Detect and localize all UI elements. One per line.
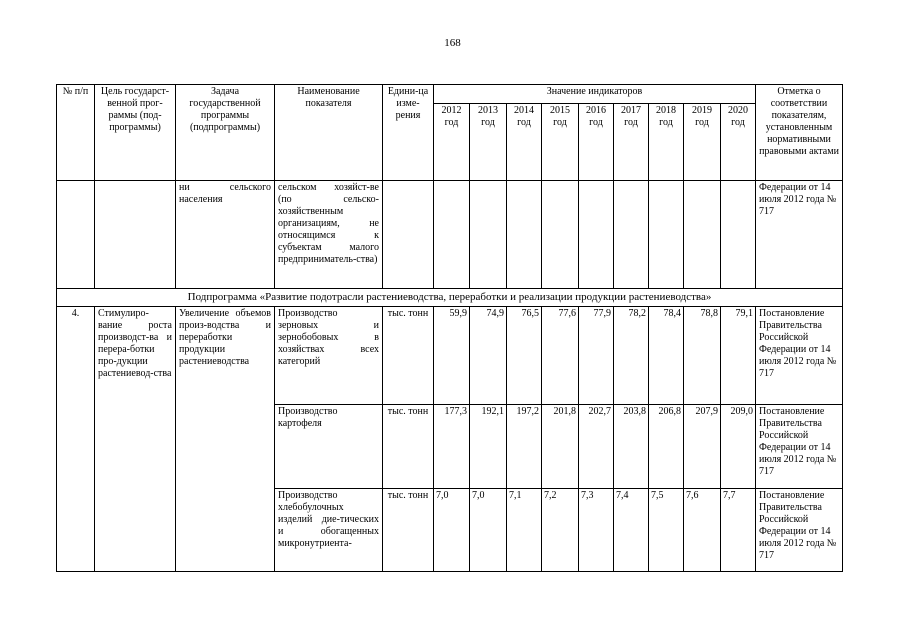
header-year: 2017 год [614, 104, 649, 181]
indicator-unit: тыс. тонн [383, 489, 434, 572]
value-cell: 7,1 [507, 489, 542, 572]
value-cell: 206,8 [649, 405, 684, 489]
header-year: 2019 год [684, 104, 721, 181]
continued-indicator-name: сельском хозяйст-ве (по сельско-хозяйственным организациям, не относящимся к субъектам малого предприниматель-ства) [275, 181, 383, 289]
value-cell: 7,0 [470, 489, 507, 572]
header-year: 2015 год [542, 104, 579, 181]
indicator-unit: тыс. тонн [383, 307, 434, 405]
continued-task: ни сельского населения [176, 181, 275, 289]
value-cell: 177,3 [434, 405, 470, 489]
value-cell: 7,3 [579, 489, 614, 572]
value-cell: 201,8 [542, 405, 579, 489]
page-number: 168 [444, 37, 461, 49]
group-no: 4. [57, 307, 95, 572]
value-cell: 203,8 [614, 405, 649, 489]
continued-note: Федерации от 14 июля 2012 года № 717 [756, 181, 843, 289]
indicator-unit: тыс. тонн [383, 405, 434, 489]
value-cell: 77,9 [579, 307, 614, 405]
header-no: № п/п [57, 85, 95, 181]
header-task: Задача государственной программы (подпрограммы) [176, 85, 275, 181]
value-cell: 7,2 [542, 489, 579, 572]
header-values-group: Значение индикаторов [434, 85, 756, 104]
value-cell: 7,0 [434, 489, 470, 572]
value-cell: 209,0 [721, 405, 756, 489]
header-year: 2012 год [434, 104, 470, 181]
indicator-name: Производство картофеля [275, 405, 383, 489]
value-cell: 78,2 [614, 307, 649, 405]
value-cell: 207,9 [684, 405, 721, 489]
value-cell: 76,5 [507, 307, 542, 405]
value-cell: 192,1 [470, 405, 507, 489]
indicator-note: Постановление Правительства Российской Федерации от 14 июля 2012 года № 717 [756, 405, 843, 489]
group-goal: Стимулиро-вание роста производст-ва и перера-ботки про-дукции растениевод-ства [95, 307, 176, 572]
value-cell: 79,1 [721, 307, 756, 405]
header-unit: Едини-ца изме-рения [383, 85, 434, 181]
value-cell: 197,2 [507, 405, 542, 489]
header-year: 2016 год [579, 104, 614, 181]
indicator-note: Постановление Правительства Российской Федерации от 14 июля 2012 года № 717 [756, 307, 843, 405]
value-cell: 7,6 [684, 489, 721, 572]
header-year: 2013 год [470, 104, 507, 181]
header-year: 2020 год [721, 104, 756, 181]
section-title: Подпрограмма «Развитие подотрасли растениеводства, переработки и реализации продукции растениеводства» [57, 289, 843, 307]
value-cell: 78,4 [649, 307, 684, 405]
value-cell: 59,9 [434, 307, 470, 405]
value-cell: 7,7 [721, 489, 756, 572]
value-cell: 202,7 [579, 405, 614, 489]
value-cell: 74,9 [470, 307, 507, 405]
indicator-name: Производство зерновых и зернобобовых в хозяйствах всех категорий [275, 307, 383, 405]
header-note: Отметка о соответствии показателям, установленным нормативными правовыми актами [756, 85, 843, 181]
header-year: 2018 год [649, 104, 684, 181]
indicator-note: Постановление Правительства Российской Федерации от 14 июля 2012 года № 717 [756, 489, 843, 572]
table-row [57, 307, 843, 405]
value-cell: 78,8 [684, 307, 721, 405]
group-task: Увеличение объемов произ-водства и переработки продукции растениеводства [176, 307, 275, 572]
header-year: 2014 год [507, 104, 542, 181]
continued-row [57, 181, 843, 289]
indicators-table [56, 84, 843, 572]
header-goal: Цель государст-венной прог-раммы (под-программы) [95, 85, 176, 181]
value-cell: 77,6 [542, 307, 579, 405]
indicator-name: Производство хлебобулочных изделий дие-тических и обогащенных микронутриента- [275, 489, 383, 572]
value-cell: 7,4 [614, 489, 649, 572]
value-cell: 7,5 [649, 489, 684, 572]
header-indicator-name: Наименование показателя [275, 85, 383, 181]
